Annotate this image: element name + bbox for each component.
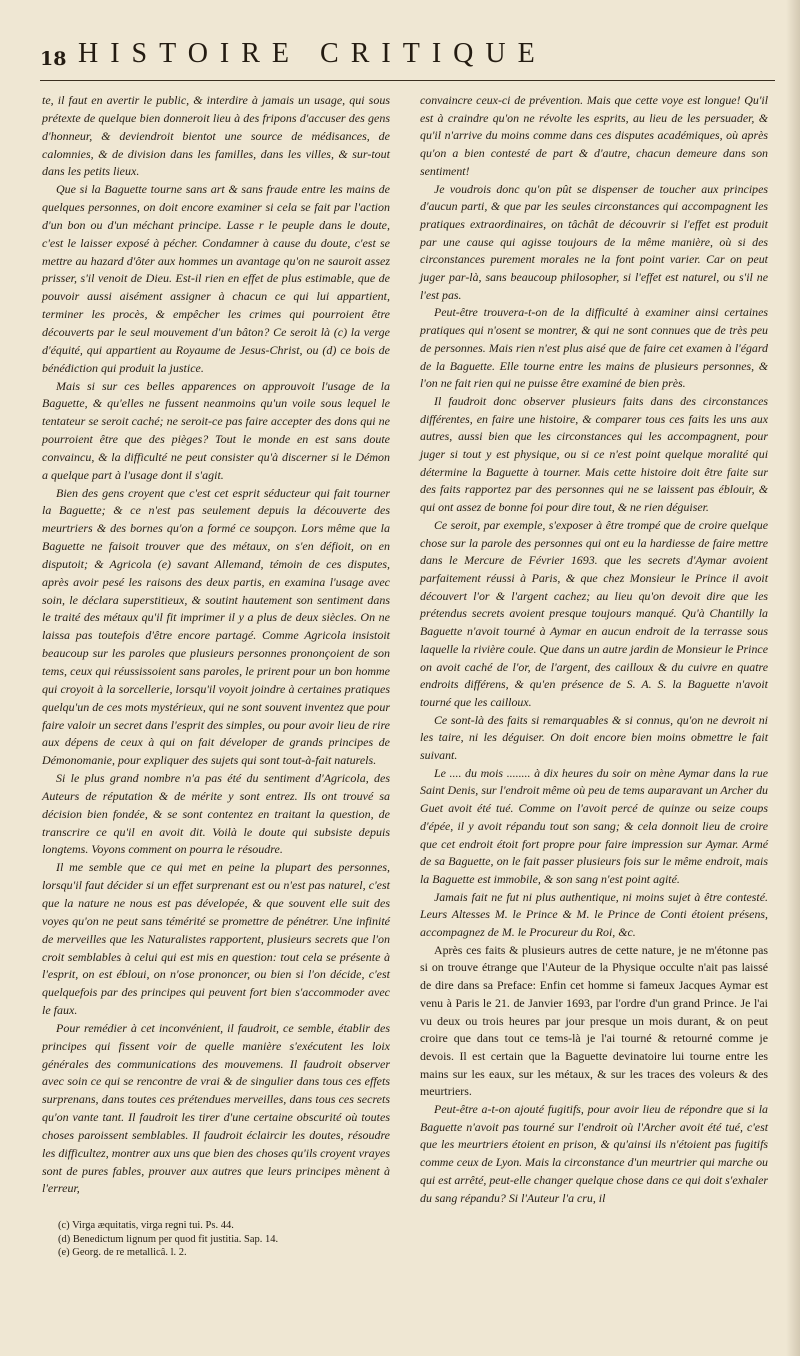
page-number: 18 (40, 48, 67, 70)
footnote-e: (e) Georg. de re metallicâ. l. 2. (58, 1247, 187, 1258)
paragraph: Mais si sur ces belles apparences on approuvoit l'usage de la Baguette, & qu'elles ne fussent neanmoins qu'un voile sous lequel le tentateur se seroit caché; ne seroit-ce pas faire accepter des dons qui ne pourroient être que des pièges? Tout le monde en est sans doute convaincu, & la difficulté ne peut consister qu'à discerner si le Démon a quelque part à l'usage dont il s'agit. (42, 378, 390, 482)
paragraph: Bien des gens croyent que c'est cet esprit séducteur qui fait tourner la Baguette; & ce n'est pas seulement depuis la découverte des meurtriers & des bornes qu'on a formé ce soupçon. Lors même que la Baguette ne faisoit trouver que des métaux, on s'en défioit, on en disputoit; & Agricola (e) savant Allemand, témoin de ces disputes, après avoir pesé les raisons des deux partis, en examina l'usage avec soin, le déclara superstitieux, & soutint hautement son sentiment dans le traité des métaux qu'il fit imprimer il y a plus de deux siècles. On ne laissa pas toutefois d'être encore partagé. Comme Agricola insistoit beaucoup sur les paroles que plusieurs personnes prononçoient de son tems, ceux qui réussissoient sans paroles, le prirent pour un bon homme qui croyoit à la sorcellerie, lorsqu'il voyoit joindre à certaines pratiques quelqu'un de ces mots mystérieux, qui ne sont souvent inventez que pour faire valoir un secret dans l'esprit des simples, ou pour avoir lieu de rire aux dépens de ceux à qui on fait déveloper de grands principes de Démonomanie, pour expliquer des sujets qui sont tout-à-fait naturels. (42, 485, 390, 768)
paragraph: te, il faut en avertir le public, & interdire à jamais un usage, qui sous prétexte de quelque bien donneroit lieu à des fripons d'accuser des gens d'honneur, & deviendroit bientot une source de médisances, de calomnies, & de division dans les familles, dans les villes, & sur-tout dans les petits lieux. (42, 93, 390, 179)
paragraph: convaincre ceux-ci de prévention. Mais que cette voye est longue! Qu'il est à craindre qu'on ne révolte les esprits, au lieu de les persuader, & qu'il n'arrive du moins comme dans ces disputes académiques, où après qu'on a bien contesté de part & d'autre, chacun demeure dans son sentiment! (420, 93, 768, 178)
paragraph: Pour remédier à cet inconvénient, il faudroit, ce semble, établir des principes qui fissent voir de quelle manière s'exécutent les loix générales des communications des mouvemens. Il faudroit observer avec soin ce qui se rencontre de vrai & de singulier dans tous ces effets surprenans, dans toutes ces prétendues merveilles, dans tous ces secrets qu'on vante tant. Il faudroit les tirer d'une certaine obscurité où toutes choses paroissent semblables. Il faudroit éclaircir les doutes, résoudre les difficultez, montrer aux uns que bien des choses qu'ils croyent vrayes sont de pures fables, prouver aux autres que leurs principes mènent à l'erreur, (42, 1020, 390, 1196)
paragraph: Il faudroit donc observer plusieurs faits dans des circonstances différentes, en faire une histoire, & comparer tous ces faits les uns aux autres, aussi bien que les circonstances qui les accompagnent, pour juger si tout y est physique, ou si ce n'est point quelque moralité qui détermine la Baguette à tourner. Mais cette histoire doit être faite sur des faits rapportez par des personnes qui ne se laissent pas éblouir, & qui ont assez de bonne foi pour dire tout, & ne rien déguiser. (420, 393, 768, 515)
paragraph: Que si la Baguette tourne sans art & sans fraude entre les mains de quelques personnes, on doit encore examiner si cela se fait par l'action d'un bon ou d'un méchant principe. Lasse r le peuple dans le doute, c'est le laisser exposé à pécher. Condamner à cause du doute, c'est se mettre au hazard d'ôter aux hommes un avantage qu'on ne sauroit assez prisser, s'il venoit de Dieu. Est-il rien en effet de plus estimable, que de pouvoir aussi aisément assigner à chacun ce qui lui appartient, terminer les procès, & empêcher les crimes qui pourroient être découverts par le seul mouvement d'un bâton? Ce seroit là (c) la verge d'équité, qui appartient au Royaume de Jesus-Christ, ou (d) ce bois de bénédiction qui produit la justice. (42, 182, 390, 375)
running-head: HISTOIRE CRITIQUE (78, 38, 547, 69)
footnote-d: (d) Benedictum lignum per quod fit justitia. Sap. 14. (58, 1233, 279, 1245)
paragraph: Jamais fait ne fut ni plus authentique, ni moins sujet à être contesté. Leurs Altesses M. le Prince & M. le Prince de Conti étoient présens, accompagnez de M. le Procureur du Roi, &c. (420, 889, 768, 940)
footnote-c: (c) Virga æquitatis, virga regni tui. Ps. 44. (58, 1220, 234, 1231)
paragraph: Si le plus grand nombre n'a pas été du sentiment d'Agricola, des Auteurs de réputation & de mérite y sont entrez. Ils ont trouvé sa décision bien fondée, & se sont contentez en traitant la question, de transcrire ce qu'il en avoit dit. Voilà le doute qui subsiste depuis longtems. Voyons comment on pourra le résoudre. (42, 771, 390, 857)
paragraph: Le .... du mois ........ à dix heures du soir on mène Aymar dans la rue Saint Denis, sur l'endroit même où peu de tems auparavant un Archer du Guet avoit été tué. Comme on l'avoit percé de quinze ou seize coups d'épée, il y avoit répandu tout son sang; & cela donnoit lieu de croire que cet endroit étoit fort propre pour faire impression sur Aymar. Armé de sa Baguette, on le fait passer plusieurs fois sur le même endroit, mais la Baguette est immobile, & son sang n'est point agité. (420, 765, 768, 886)
paragraph: Ce sont-là des faits si remarquables & si connus, qu'on ne devroit ni les taire, ni les déguiser. On doit encore bien moins obmettre le fait suivant. (420, 712, 768, 763)
paragraph: Il me semble que ce qui met en peine la plupart des personnes, lorsqu'il faut décider si un effet surprenant est ou n'est pas naturel, c'est que la nature ne nous est pas dévelopée, & que souvent elle suit des voyes qu'on ne peut sans témérité se promettre de pénétrer. Une infinité de merveilles que les Naturalistes rapportent, plusieurs secrets que l'on croit semblables à celui qui est mis en question: tout cela se présente à l'esprit, on est ébloui, on n'ose prononcer, ou bien si l'on décide, c'est quelquefois par des principes qui peuvent fort bien s'accommoder avec le faux. (42, 860, 390, 1018)
page-edge-shadow (786, 0, 800, 1356)
right-column (420, 92, 768, 1207)
paragraph: Ce seroit, par exemple, s'exposer à être trompé que de croire quelque chose sur la parole des personnes qui ont eu la hardiesse de faire mettre dans le Mercure de Février 1693. que les secrets d'Aymar avoient parfaitement réussi à Paris, & que chez Monsieur le Prince il avoit découvert l'or & l'argent cachez; au lieu qu'on devoit dire que les prétendus secrets avoient presque toujours manqué. Qu'à Chantilly la Baguette n'avoit tourné à Aymar en aucun endroit de la terrasse sous laquelle la rivière coule. Que dans un autre jardin de Monsieur le Prince on avoit caché de l'or, de l'argent, des cailloux & du cuivre en quatre endroits différens, & qu'en présence de S. A. S. la Baguette n'avoit tourné que les cailloux. (420, 517, 768, 709)
paragraph: Peut-être trouvera-t-on de la difficulté à examiner ainsi certaines pratiques qui n'osent se montrer, & qui ne sont connues que de très peu de personnes. Mais rien n'est plus aisé que de faire cet examen à l'égard de la Baguette. Elle tourne entre les mains de plusieurs personnes, & l'on ne fait rien qui ne puisse être examiné de bien près. (420, 305, 768, 391)
left-column (42, 92, 390, 1198)
footnotes (58, 1219, 358, 1260)
header-rule (40, 80, 775, 81)
paragraph: Je voudrois donc qu'on pût se dispenser de toucher aux principes d'aucun parti, & que par les seules circonstances qui accompagnent les pratiques extraordinaires, on tâchât de découvrir si l'effet est produit par une cause qui agisse toujours de la même manière, où si des circonstances purement morales ne la font point varier. Car on peut juger par-là, sans beaucoup philosopher, si l'effet est naturel, ou s'il ne l'est pas. (420, 181, 768, 302)
paragraph: Peut-être a-t-on ajouté fugitifs, pour avoir lieu de répondre que si la Baguette n'avoit pas tourné sur l'endroit où l'Archer avoit été tué, c'est que les meurtriers étoient en prison, & qu'ainsi ils n'étoient pas fugitifs comme ceux de Lyon. Mais la circonstance d'un meurtrier qui marche ou qui est arrêté, peut-elle changer quelque chose dans ce qui doit s'exhaler du sang répandu? Si l'Auteur l'a cru, il (420, 1102, 768, 1205)
paragraph: Après ces faits & plusieurs autres de cette nature, je ne m'étonne pas si on trouve étrange que l'Auteur de la Physique occulte n'ait pas laissé de dire dans sa Preface: Enfin cet homme si fameux Jacques Aymar est venu à Paris le 21. de Janvier 1693, par l'ordre d'un grand Prince. Je l'ai vu deux ou trois heures par jour presque un mois durant, & on peut croire que dans tout ce tems-là je l'ai tourné & retourné comme je devois. Il est certain que la Baguette devinatoire lui tourne entre les mains sur les eaux, sur les métaux, & sur les traces des voleurs & des meurtriers. (420, 942, 768, 1099)
